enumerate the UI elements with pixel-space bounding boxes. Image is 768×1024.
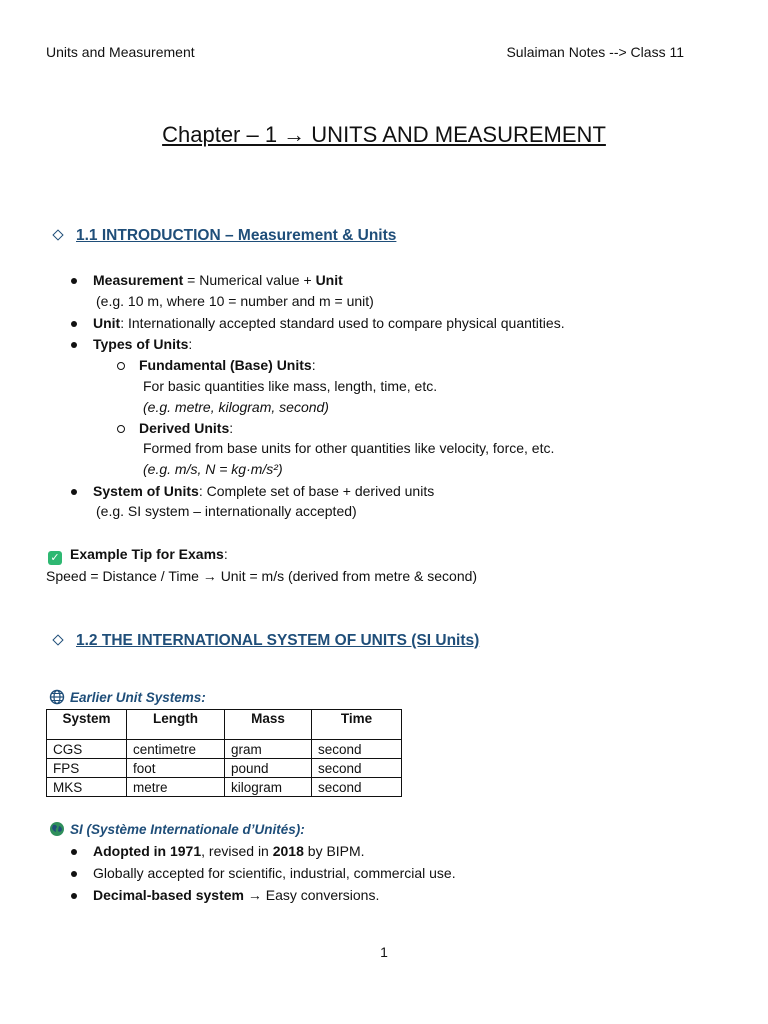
page-number: 1 <box>380 944 388 960</box>
earlier-systems-label: Earlier Unit Systems: <box>48 689 206 705</box>
list-item: Types of Units: <box>93 336 193 352</box>
header-right: Sulaiman Notes --> Class 11 <box>506 44 684 60</box>
table-cell: second <box>312 740 402 759</box>
sub-list-item: Fundamental (Base) Units: <box>139 357 316 373</box>
list-item: Measurement = Numerical value + Unit <box>93 272 343 288</box>
list-item: Globally accepted for scientific, industrial, commercial use. <box>93 865 456 881</box>
globe-gear-icon <box>48 689 66 705</box>
table-cell: CGS <box>47 740 127 759</box>
table-cell: gram <box>225 740 312 759</box>
check-icon: ✓ <box>48 551 62 565</box>
table-cell: second <box>312 759 402 778</box>
table-row <box>47 759 402 778</box>
list-item: Decimal-based system → Easy conversions. <box>93 887 380 903</box>
sub-list-desc: For basic quantities like mass, length, time, etc. <box>143 378 438 394</box>
si-label: SI (Système Internationale d’Unités): <box>48 821 305 837</box>
diamond-icon <box>52 634 63 645</box>
column-header: Mass <box>225 710 312 740</box>
table-cell: MKS <box>47 778 127 797</box>
sub-list-example: (e.g. metre, kilogram, second) <box>143 399 329 415</box>
list-item: Adopted in 1971, revised in 2018 by BIPM. <box>93 843 365 859</box>
table-cell: centimetre <box>127 740 225 759</box>
page-title: Chapter – 1 → UNITS AND MEASUREMENT <box>162 122 606 147</box>
column-header: Time <box>312 710 402 740</box>
table-row <box>47 740 402 759</box>
diamond-icon <box>52 229 63 240</box>
table-cell: metre <box>127 778 225 797</box>
sub-list-item: Derived Units: <box>139 420 234 436</box>
list-item: System of Units: Complete set of base + derived units <box>93 483 435 499</box>
table-cell: second <box>312 778 402 797</box>
column-header: System <box>47 710 127 740</box>
sub-list-example: (e.g. m/s, N = kg·m/s²) <box>143 461 283 477</box>
list-item-example: (e.g. 10 m, where 10 = number and m = unit) <box>96 293 374 309</box>
unit-systems-table <box>46 709 402 797</box>
table-cell: pound <box>225 759 312 778</box>
sub-list-desc: Formed from base units for other quantities like velocity, force, etc. <box>143 440 555 456</box>
table-cell: foot <box>127 759 225 778</box>
table-row <box>47 778 402 797</box>
column-header: Length <box>127 710 225 740</box>
earth-icon <box>48 821 66 837</box>
exam-tip-text: Speed = Distance / Time → Unit = m/s (derived from metre & second) <box>46 568 478 584</box>
exam-tip-label: ✓ Example Tip for Exams: <box>48 546 228 565</box>
list-item: Unit: Internationally accepted standard used to compare physical quantities. <box>93 315 565 331</box>
section-heading-si: 1.2 THE INTERNATIONAL SYSTEM OF UNITS (SI Units) <box>46 632 479 650</box>
list-item-example: (e.g. SI system – internationally accepted) <box>96 503 357 519</box>
table-cell: kilogram <box>225 778 312 797</box>
table-cell: FPS <box>47 759 127 778</box>
table-header-row <box>47 710 402 740</box>
section-heading-intro: 1.1 INTRODUCTION – Measurement & Units <box>46 227 396 245</box>
header-left: Units and Measurement <box>46 44 195 60</box>
